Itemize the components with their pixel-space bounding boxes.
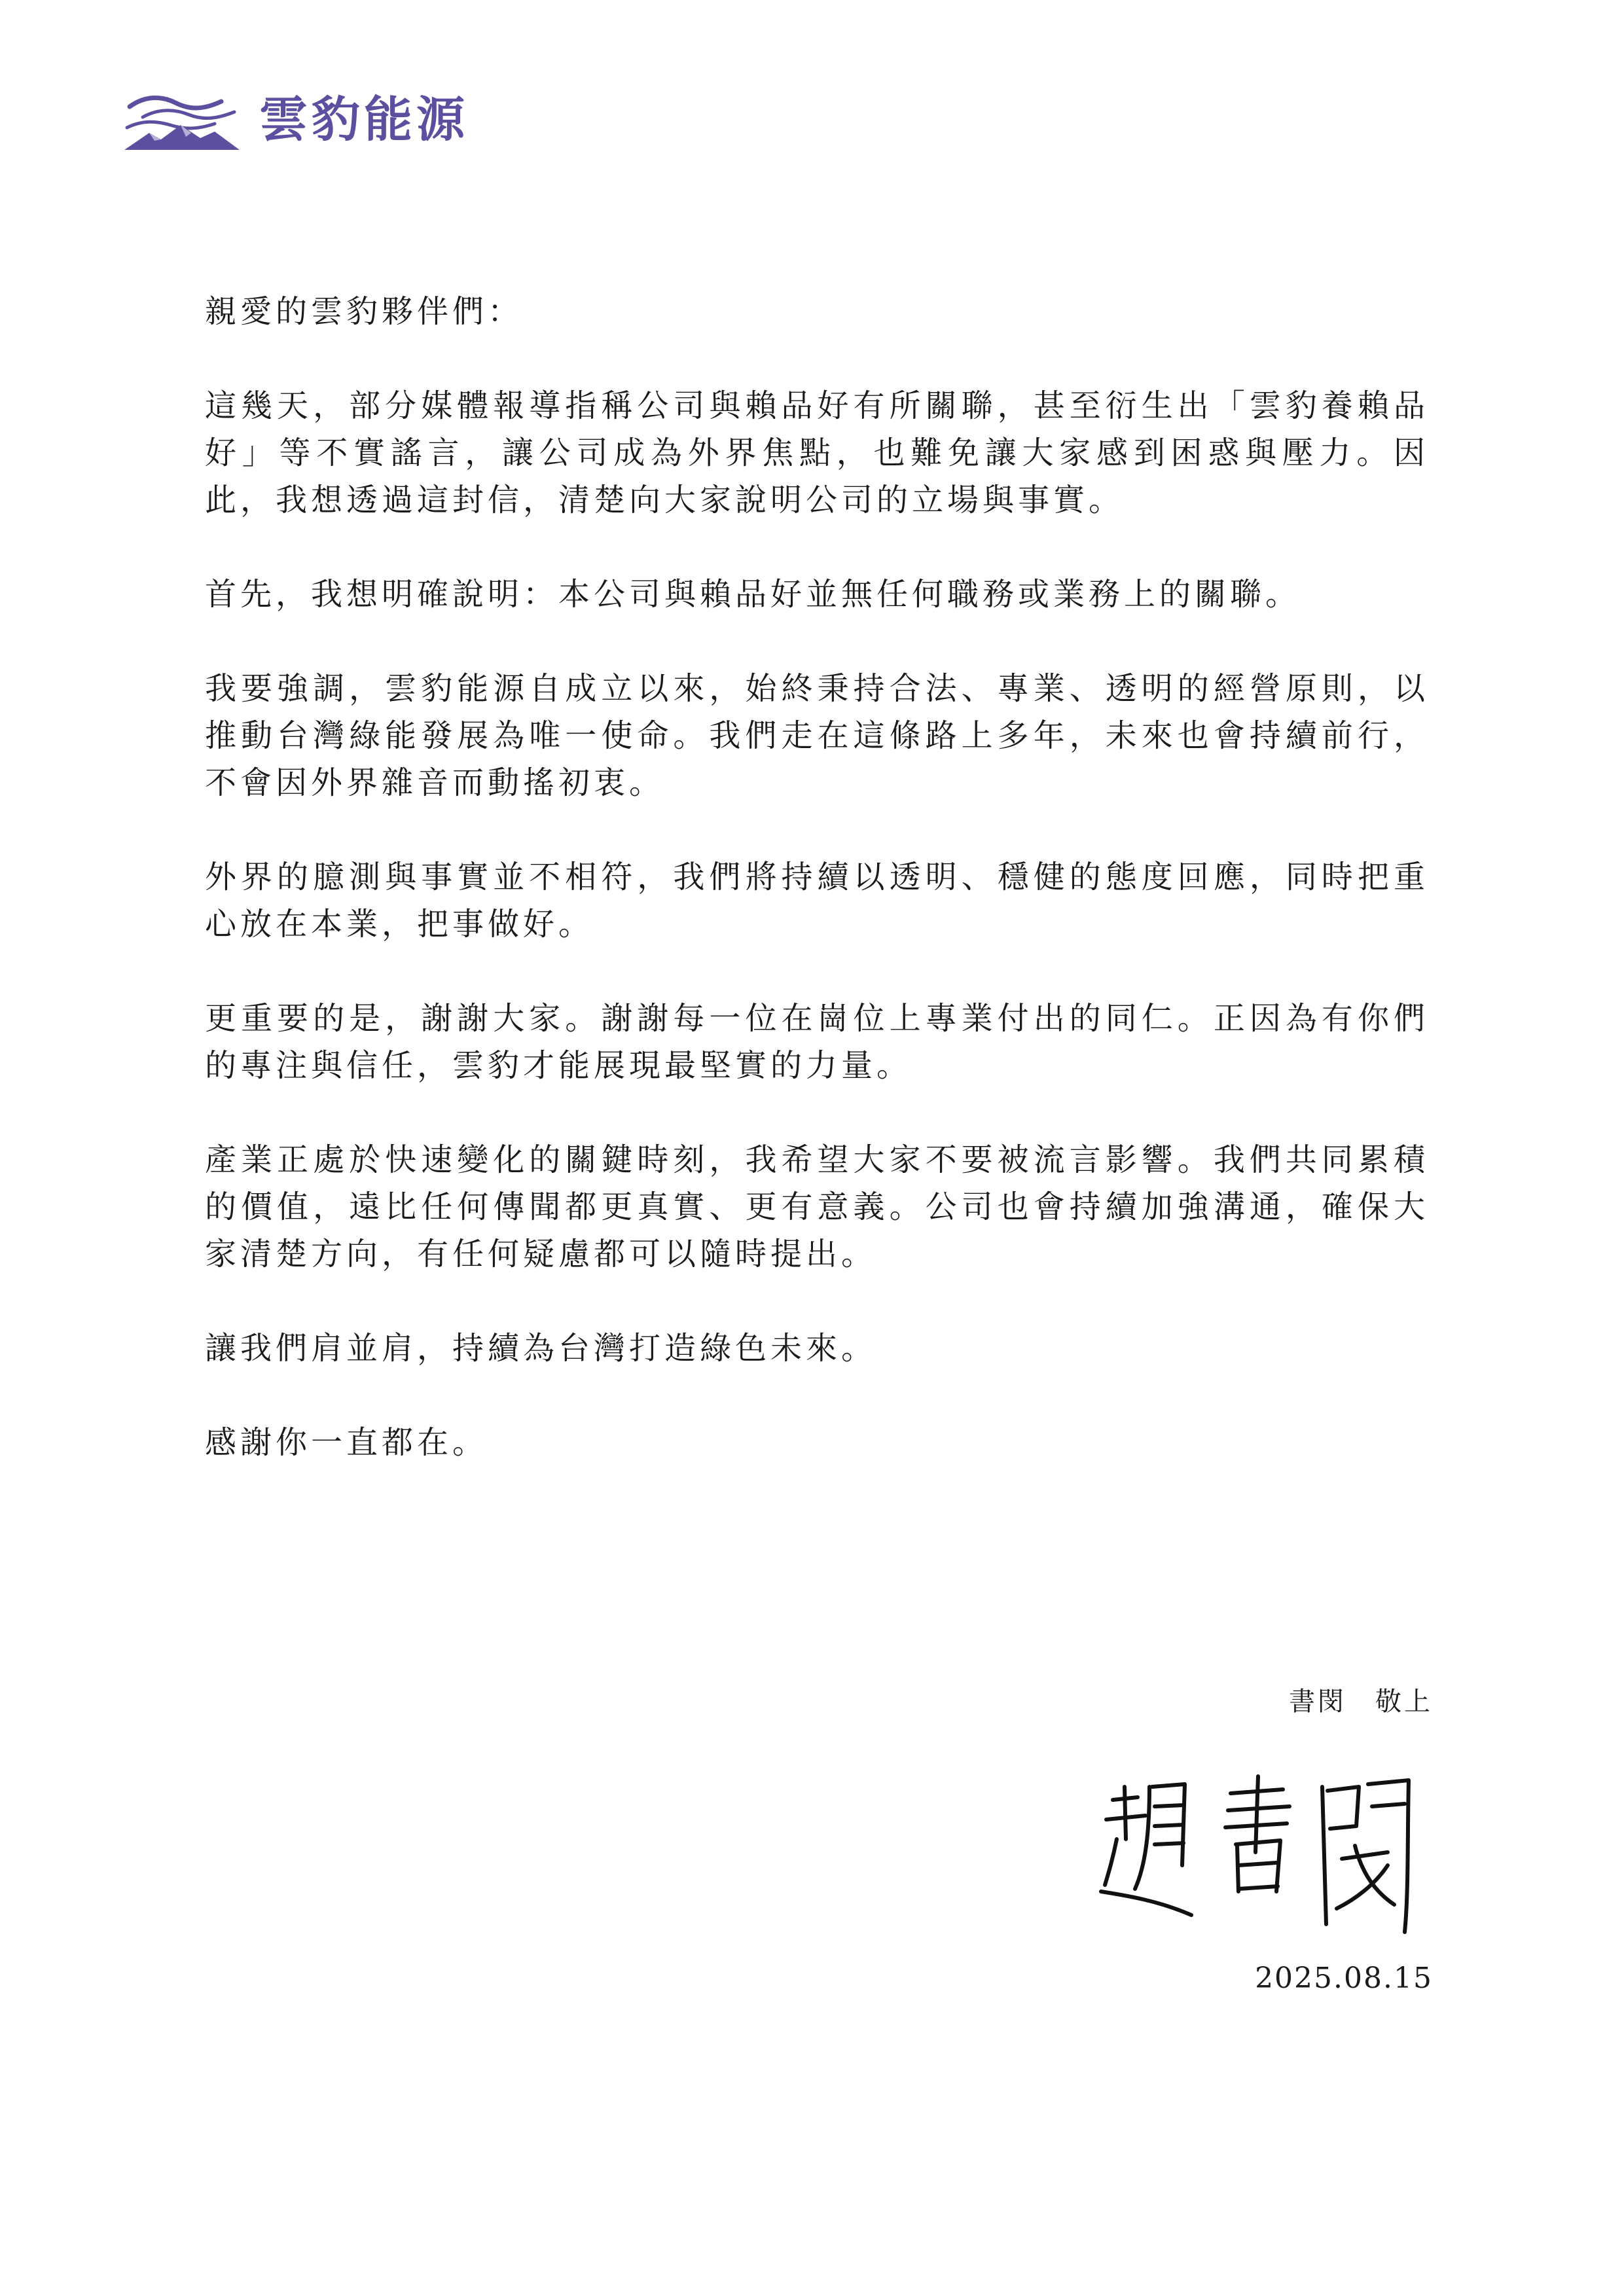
signoff-line: 書閔 敬上 xyxy=(1289,1687,1433,1717)
letter-date: 2025.08.15 xyxy=(1255,1962,1433,1995)
paragraph: 我要強調，雲豹能源自成立以來，始終秉持合法、專業、透明的經營原則，以推動台灣綠能發展為唯一使命。我們走在這條路上多年，未來也會持續前行，不會因外界雜音而動搖初衷。 xyxy=(205,670,1429,801)
paragraph: 這幾天，部分媒體報導指稱公司與賴品好有所關聯，甚至衍生出「雲豹養賴品好」等不實謠言，讓公司成為外界焦點，也難免讓大家感到困惑與壓力。因此，我想透過這封信，清楚向大家說明公司的立場與事實。 xyxy=(205,387,1429,518)
paragraph: 產業正處於快速變化的關鍵時刻，我希望大家不要被流言影響。我們共同累積的價值，遠比任何傳聞都更真實、更有意義。公司也會持續加強溝通，確保大家清楚方向，有任何疑慮都可以隨時提出。 xyxy=(205,1141,1429,1272)
handwritten-signature xyxy=(1087,1761,1427,1937)
letter-body xyxy=(205,288,1429,1466)
paragraph: 更重要的是，謝謝大家。謝謝每一位在崗位上專業付出的同仁。正因為有你們的專注與信任，雲豹才能展現最堅實的力量。 xyxy=(205,1000,1429,1084)
company-logo xyxy=(123,84,469,156)
company-name: 雲豹能源 xyxy=(259,92,469,148)
paragraph: 感謝你一直都在。 xyxy=(205,1424,488,1461)
paragraph: 外界的臆測與事實並不相符，我們將持續以透明、穩健的態度回應，同時把重心放在本業，把事做好。 xyxy=(205,859,1429,942)
paragraph-list xyxy=(205,382,1429,1466)
mountain-cloud-logo-icon xyxy=(123,87,241,152)
paragraph: 首先，我想明確說明：本公司與賴品好並無任何職務或業務上的關聯。 xyxy=(205,576,1301,613)
paragraph: 讓我們肩並肩，持續為台灣打造綠色未來。 xyxy=(205,1330,877,1367)
salutation: 親愛的雲豹夥伴們： xyxy=(205,293,524,330)
